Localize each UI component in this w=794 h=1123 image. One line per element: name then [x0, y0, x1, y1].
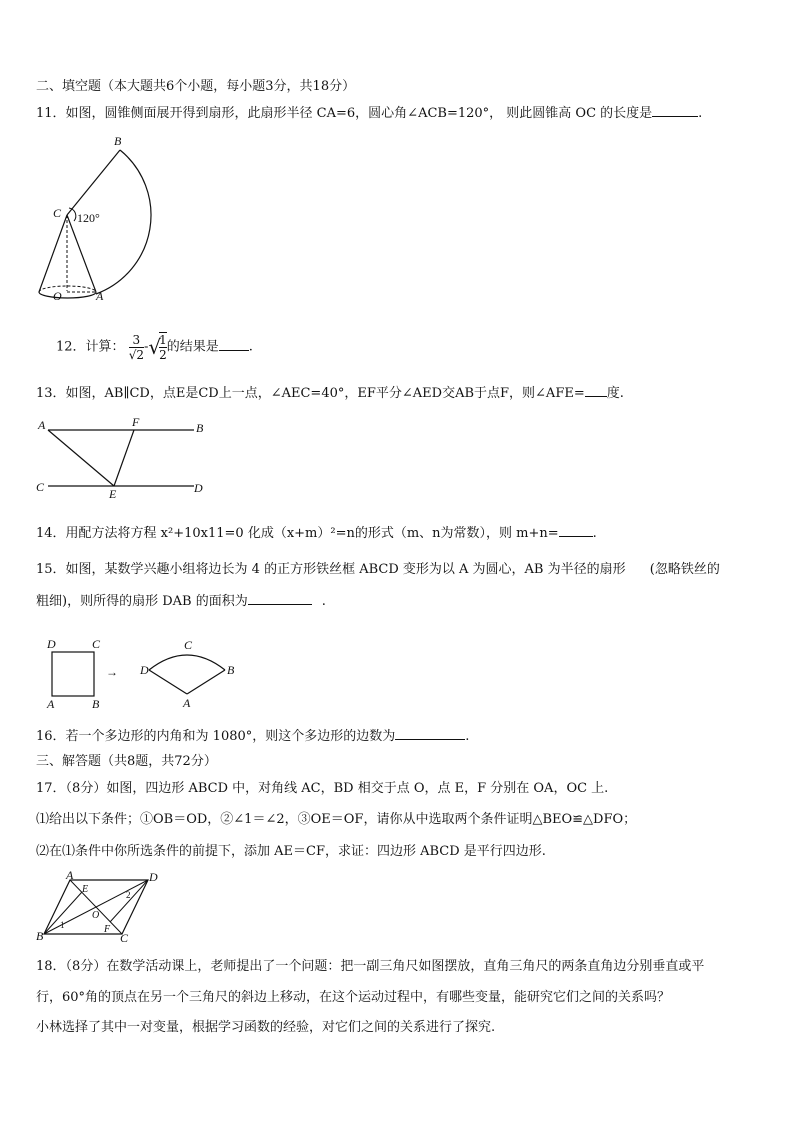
q15-label-b2: B: [227, 663, 235, 677]
q15-answer-blank[interactable]: [248, 592, 312, 605]
q11-answer-blank[interactable]: [652, 104, 698, 117]
q17-label-b: B: [36, 929, 44, 943]
q16-answer-blank[interactable]: [395, 727, 465, 740]
q15-line-1b: (忽略铁丝的: [649, 562, 720, 577]
q13-answer-blank[interactable]: [585, 384, 607, 397]
q11-figure: [32, 132, 182, 307]
q15-sector-arc: [149, 655, 225, 670]
q15-label-a1: A: [47, 697, 55, 711]
q15-label-a2: A: [183, 696, 191, 710]
q12-minus: -: [143, 339, 149, 355]
question-15-line-2: [36, 592, 326, 611]
q15-label-c2: C: [184, 638, 193, 652]
q11-base-front: [39, 292, 96, 298]
q15-label-d2: D: [140, 663, 149, 677]
q13-label-e: E: [109, 487, 117, 501]
question-17-line-2: ⑴给出以下条件；①OB＝OD，②∠1＝∠2，③OE＝OF，请你从中选取两个条件证明△BEO≌△DFO；: [36, 812, 637, 827]
q13-text: 13．如图，AB∥CD，点E是CD上一点，∠AEC=40°，EF平分∠AED交AB于点F，则∠AFE=: [36, 386, 585, 401]
q11-label-o: O: [53, 289, 62, 303]
q17-label-a: A: [66, 868, 74, 882]
q15-line-2: 粗细)，则所得的扇形 DAB 的面积为: [36, 594, 248, 609]
q17-segment-df: [110, 880, 148, 922]
q13-label-d: D: [194, 481, 203, 495]
question-13: [36, 384, 624, 403]
q13-label-a: A: [38, 418, 46, 432]
question-18-line-2: 行，60°角的顶点在另一个三角尺的斜边上移动，在这个运动过程中，有哪些变量，能研究它们之间的关系吗？: [36, 990, 671, 1005]
q13-label-b: B: [196, 421, 204, 435]
q12-prefix: 12．计算：: [56, 339, 125, 355]
q14-answer-blank[interactable]: [559, 524, 593, 537]
q15-label-d1: D: [47, 637, 56, 651]
q14-end: .: [592, 526, 597, 541]
q13-label-c: C: [36, 480, 45, 494]
q11-cone-left: [39, 215, 67, 292]
q12-suffix: 的结果是: [166, 339, 219, 355]
q12-fraction-2: [159, 332, 167, 362]
question-17-line-1: 17．（8分）如图，四边形 ABCD 中，对角线 AC，BD 相交于点 O，点 E，F 分别在 OA，OC 上.: [36, 781, 609, 796]
section-3-title: 三、解答题（共8题，共72分）: [36, 754, 217, 769]
q17-label-o: O: [92, 910, 100, 921]
q11-cone-right: [67, 215, 96, 292]
q13-label-f: F: [132, 415, 140, 429]
q17-label-f: F: [104, 924, 111, 935]
q15-line-1: 15．如图，某数学兴趣小组将边长为 4 的正方形铁丝框 ABCD 变形为以 A 为圆心，AB 为半径的扇形: [36, 562, 626, 577]
q17-label-d: D: [149, 870, 158, 884]
q13-figure: [34, 416, 214, 501]
q12-f1-den: √2: [128, 347, 144, 362]
q15-sector-ad: [149, 670, 187, 694]
q16-end: .: [465, 729, 470, 744]
q11-label-c: C: [53, 206, 62, 220]
question-14: [36, 524, 597, 543]
q15-figure: [44, 637, 244, 711]
question-15-line-1: [36, 561, 720, 579]
q13-segment-ae: [48, 430, 114, 486]
question-17-line-3: ⑵在⑴条件中你所选条件的前提下，添加 AE＝CF，求证：四边形 ABCD 是平行四边形.: [36, 844, 546, 859]
q11-radius-cb: [67, 150, 120, 215]
q11-sector-arc: [96, 150, 151, 294]
question-16: [36, 727, 469, 746]
q16-text: 16．若一个多边形的内角和为 1080°，则这个多边形的边数为: [36, 729, 396, 744]
question-11: [36, 104, 702, 123]
q15-arrow: →: [106, 665, 118, 679]
q12-f2-num: 1: [159, 333, 167, 347]
q11-text: 11．如图，圆锥侧面展开得到扇形，此扇形半径 CA=6，圆心角∠ACB=120°， 则此圆锥高 OC 的长度是: [36, 106, 653, 121]
q11-label-angle: 120°: [77, 211, 100, 225]
q12-fraction-1: [129, 333, 144, 362]
q11-label-b: B: [114, 134, 122, 148]
q17-label-e: E: [82, 884, 89, 895]
q14-text: 14．用配方法将方程 x²+10x11=0 化成（x+m）²=n的形式（m、n为常数），则 m+n=: [36, 526, 559, 541]
section-2-title: 二、填空题（本大题共6个小题，每小题3分，共18分）: [36, 79, 356, 94]
q12-end: .: [248, 339, 253, 355]
q15-sector-ab: [187, 670, 225, 694]
q17-label-c: C: [120, 931, 129, 945]
q17-figure: [34, 868, 164, 945]
q17-label-2: 2: [126, 890, 131, 900]
q11-label-a: A: [96, 289, 104, 303]
q15-square: [52, 652, 94, 696]
q13-segment-fe: [114, 430, 134, 486]
q17-label-1: 1: [60, 920, 65, 930]
q13-suffix: 度.: [606, 386, 624, 401]
q11-angle-mark: [69, 208, 76, 221]
q12-f1-num: 3: [132, 332, 141, 347]
q12-f2-den: 2: [159, 348, 167, 362]
q15-label-b1: B: [92, 697, 100, 711]
question-12: 12．计算： $\frac{3}{√2}$ -√ $\frac{1}{2}$ 的结果是 .: [56, 332, 253, 362]
q15-end: .: [321, 594, 326, 609]
question-18-line-1: 18．（8分）在数学活动课上，老师提出了一个问题：把一副三角尺如图摆放，直角三角尺的两条直角边分别垂直或平: [36, 959, 705, 974]
q12-answer-blank[interactable]: [219, 338, 249, 351]
question-18-line-3: 小林选择了其中一对变量，根据学习函数的经验，对它们之间的关系进行了探究.: [36, 1020, 496, 1035]
q11-end: .: [698, 106, 703, 121]
q15-label-c1: C: [92, 637, 101, 651]
